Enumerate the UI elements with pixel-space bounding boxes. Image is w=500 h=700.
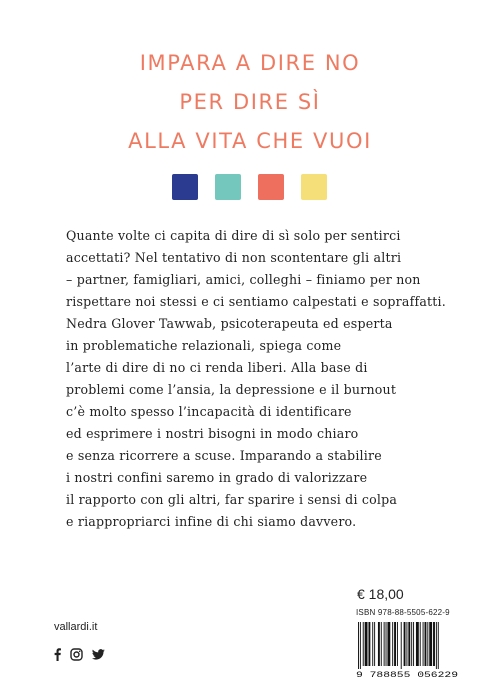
barcode-bar: [433, 622, 435, 666]
twitter-icon[interactable]: [92, 649, 105, 660]
barcode-bar: [408, 622, 410, 666]
color-square-teal: [215, 174, 241, 200]
blurb-line: e riappropriarci infine di chi siamo davvero.: [66, 514, 357, 529]
blurb-line: ed esprimere i nostri bisogni in modo chiaro: [66, 426, 359, 441]
barcode-bar: [420, 622, 421, 666]
instagram-icon[interactable]: [70, 648, 83, 661]
blurb-line: – partner, famigliari, amici, colleghi – finiamo per non: [66, 272, 421, 287]
barcode-bar: [425, 622, 427, 666]
color-square-blue: [172, 174, 198, 200]
barcode-bar: [360, 622, 361, 669]
barcode-bar: [358, 622, 359, 669]
barcode-bar: [429, 622, 432, 666]
color-squares: [172, 174, 332, 200]
blurb-line: Nedra Glover Tawwab, psicoterapeuta ed esperta: [66, 316, 393, 331]
barcode-bar: [394, 622, 396, 666]
barcode-bar: [392, 622, 393, 666]
blurb-line: l’arte di dire di no ci renda liberi. Alla base di: [66, 360, 368, 375]
barcode-bar: [372, 622, 373, 666]
barcode-bar: [365, 622, 368, 666]
price-label: € 18,00: [357, 586, 404, 602]
barcode-bar: [381, 622, 382, 666]
barcode-bar: [386, 622, 387, 666]
facebook-icon[interactable]: [54, 648, 61, 661]
barcode-bar: [363, 622, 364, 666]
blurb-line: accettati? Nel tentativo di non scontentare gli altri: [66, 250, 402, 265]
cover-title: [0, 44, 500, 161]
barcode-bar: [427, 622, 428, 666]
title-line-2: PER DIRE SÌ: [179, 90, 321, 114]
blurb-line: in problematiche relazionali, spiega come: [66, 338, 342, 353]
barcode-bar: [423, 622, 424, 666]
blurb-line: il rapporto con gli altri, far sparire i sensi di colpa: [66, 492, 398, 507]
barcode-bar: [406, 622, 407, 666]
barcode-bar: [387, 622, 390, 666]
blurb-line: i nostri confini saremo in grado di valorizzare: [66, 470, 368, 485]
title-line-3: ALLA VITA CHE VUOI: [128, 129, 372, 153]
back-cover-blurb: [66, 225, 446, 533]
blurb-line: Quante volte ci capita di dire di sì solo per sentirci: [66, 228, 401, 243]
barcode-bar: [397, 622, 398, 666]
blurb-line: rispettare noi stessi e ci sentiamo calpestati e sopraffatti.: [66, 294, 446, 309]
barcode-bar: [404, 622, 406, 666]
blurb-line: e senza ricorrere a scuse. Imparando a stabilire: [66, 448, 382, 463]
barcode-bar: [368, 622, 370, 666]
color-square-yellow: [301, 174, 327, 200]
barcode: [354, 621, 460, 679]
barcode-bar: [438, 622, 439, 669]
barcode-bar: [401, 622, 402, 669]
barcode-bar: [413, 622, 414, 666]
barcode-bar: [384, 622, 385, 666]
barcode-number: 9 788855 056229: [356, 671, 459, 679]
barcode-bars: [358, 622, 439, 669]
barcode-bar: [374, 622, 375, 666]
barcode-bar: [411, 622, 412, 666]
barcode-bar: [378, 622, 380, 666]
color-square-coral: [258, 174, 284, 200]
social-links: [54, 647, 105, 661]
barcode-bar: [416, 622, 419, 666]
blurb-line: c’è molto spesso l’incapacità di identificare: [66, 404, 352, 419]
title-line-1: IMPARA A DIRE NO: [139, 51, 361, 75]
blurb-line: problemi come l’ansia, la depressione e il burnout: [66, 382, 397, 397]
isbn-label: ISBN 978-88-5505-622-9: [356, 608, 450, 617]
publisher-url[interactable]: vallardi.it: [54, 621, 98, 633]
barcode-bar: [436, 622, 437, 669]
